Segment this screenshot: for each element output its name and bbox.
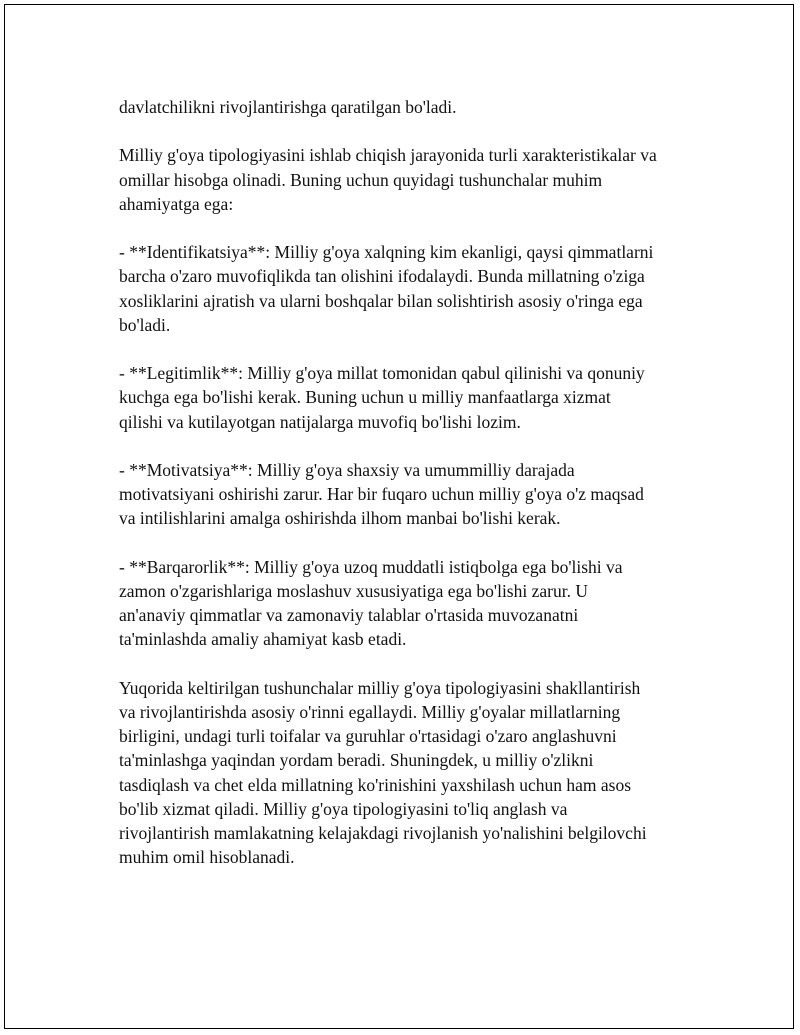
paragraph-legitimlik: - **Legitimlik**: Milliy g'oya millat tomonidan qabul qilinishi va qonuniy kuchga ega bo'lishi kerak. Buning uchun u milliy manfaatlarga xizmat qilishi va kutilayotgan natijalarga muvofiq bo'lishi lozim.: [119, 363, 645, 432]
paragraph-barqarorlik: - **Barqarorlik**: Milliy g'oya uzoq muddatli istiqbolga ega bo'lishi va zamon o'zgarishlariga moslashuv xususiyatiga ega bo'lishi zarur. U an'anaviy qimmatlar va zamonaviy talablar o'rtasida muvozanatni ta'minlashda amaliy ahamiyat kasb etadi.: [119, 556, 623, 650]
document-body: [119, 95, 709, 894]
paragraph-identifikatsiya: - **Identifikatsiya**: Milliy g'oya xalqning kim ekanligi, qaysi qimmatlarni barcha o'zaro muvofiqlikda tan olishini ifodalaydi. Bunda millatning o'ziga xosliklarini ajratish va ularni boshqalar bilan solishtirish asosiy o'ringa ega bo'ladi.: [119, 242, 654, 335]
paragraph-intro-ending: davlatchilikni rivojlantirishga qaratilgan bo'ladi.: [119, 97, 457, 117]
document-page: [4, 4, 794, 1029]
paragraph-motivatsiya: - **Motivatsiya**: Milliy g'oya shaxsiy va umummilliy darajada motivatsiyani oshirishi zarur. Har bir fuqaro uchun milliy g'oya o'z maqsad va intilishlarini amalga oshirishda ilhom manbai bo'lishi kerak.: [119, 459, 644, 529]
paragraph-typology-intro: Milliy g'oya tipologiyasini ishlab chiqish jarayonida turli xarakteristikalar va omillar hisobga olinadi. Buning uchun quyidagi tushunchalar muhim ahamiyatga ega:: [119, 145, 657, 214]
paragraph-conclusion: Yuqorida keltirilgan tushunchalar milliy g'oya tipologiyasini shakllantirish va rivojlantirishda asosiy o'rinni egallaydi. Milliy g'oyalar millatlarning birligini, undagi turli toifalar va guruhlar o'rtasidagi o'zaro anglashuvni ta'minlashga yaqindan yordam beradi. Shuningdek, u milliy o'zlikni tasdiqlash va chet elda millatning ko'rinishini yaxshilash uchun ham asos bo'lib xizmat qiladi. Milliy g'oya tipologiyasini to'liq anglash va rivojlantirish mamlakatning kelajakdagi rivojlanish yo'nalishini belgilovchi muhim omil hisoblanadi.: [119, 677, 647, 868]
